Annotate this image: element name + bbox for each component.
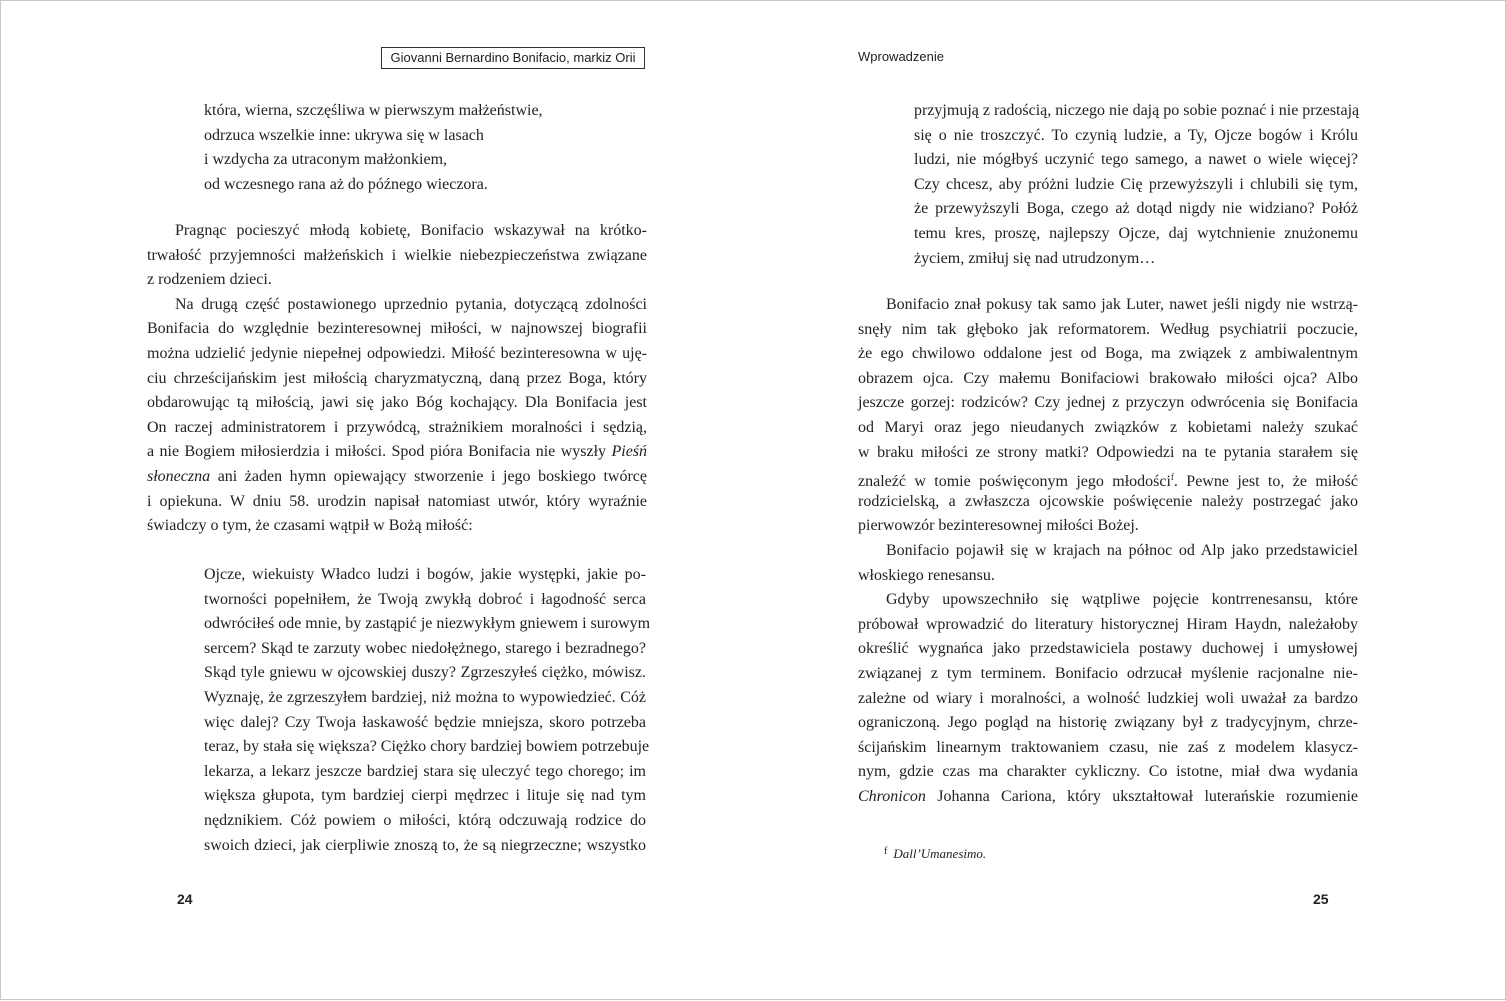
work-title: Pieśń	[611, 443, 648, 461]
work-title: Chronicon	[858, 787, 926, 805]
paragraph-line: On raczej administratorem i przywódcą, strażnikiem moralności i sędzią,	[147, 418, 647, 436]
paragraph-line: w braku miłości ze strony matki? Odpowiedzi na te pytania starałem się	[858, 443, 1358, 461]
quote-line: tworności popełniłem, że Twoją zwykłą dobroć i łagodność serca	[204, 590, 646, 608]
paragraph-text: a nie Bogiem miłosierdzia i miłości. Spod pióra Bonifacia nie wyszły	[147, 443, 607, 461]
paragraph-line: jeszcze gorzej: rodziców? Czy jednej z przyczyn odwrócenia się Bonifacia	[858, 394, 1358, 412]
paragraph-text: ani żaden hymn opiewający stworzenie i jego boskiego twórcę	[217, 467, 648, 485]
paragraph-line: obdarowując tą miłością, jawi się jako Bóg kochający. Dla Bonifacia jest	[147, 394, 647, 412]
paragraph-line: z rodzeniem dzieci.	[147, 271, 272, 289]
paragraph-line: Bonifacia do względnie bezinteresownej miłości, w najnowszej biografii	[147, 320, 647, 338]
page-number-left: 24	[177, 891, 193, 907]
paragraph-line: ograniczoną. Jego pogląd na historię związany był z tradycyjnym, chrze-	[858, 714, 1358, 732]
paragraph-line: włoskiego renesansu.	[858, 566, 995, 584]
paragraph-line: i opiekuna. W dniu 58. urodzin napisał natomiast utwór, który wyraźnie	[147, 492, 647, 510]
paragraph-line: Gdyby upowszechniło się wątpliwe pojęcie kontrrenesansu, które	[886, 591, 1358, 609]
left-page	[1, 1, 754, 1001]
quote-line: życiem, zmiłuj się nad utrudzonym…	[914, 249, 1156, 267]
quote-line: Ojcze, wiekuisty Władco ludzi i bogów, jakie występki, jakie po-	[204, 566, 646, 583]
quote-line: swoich dzieci, jak cierpliwie znoszą to, że są niegrzeczne; wszystko	[204, 836, 646, 854]
paragraph-line: snęły nim tak głęboko jak reformatorem. Według psychiatrii poczucie,	[858, 320, 1358, 338]
block-quote	[914, 99, 1358, 271]
paragraph-line: ścijańskim linearnym traktowaniem czasu, nie zaś z modelem klasycz-	[858, 738, 1358, 756]
poem-stanza	[204, 99, 644, 197]
paragraph-text: znaleźć w tomie poświęconym jego młodości	[858, 473, 1171, 491]
paragraph-line: próbował wprowadzić do literatury historycznej Hiram Haydn, należałoby	[858, 615, 1358, 633]
paragraph-line: określić wygnańca jako przedstawiciela postawy duchowej i umysłowej	[858, 640, 1358, 658]
paragraph-line: nym, gdzie czas ma charakter cykliczny. Co istotne, miał dwa wydania	[858, 763, 1358, 781]
paragraph-line	[858, 465, 1358, 490]
paragraph-line: pierwowzór bezinteresownej miłości Bożej.	[858, 517, 1139, 535]
running-head-left: Giovanni Bernardino Bonifacio, markiz Orii	[381, 47, 645, 69]
paragraph-line: obrazem ojca. Czy małemu Bonifaciowi brakowało miłości ojca? Albo	[858, 369, 1358, 387]
poem-line: odrzuca wszelkie inne: ukrywa się w lasach	[204, 126, 484, 144]
quote-line: odwróciłeś ode mnie, by zastąpić je niezwykłym gniewem i surowym	[204, 615, 651, 633]
poem-line: która, wierna, szczęśliwa w pierwszym małżeństwie,	[204, 102, 543, 119]
quote-line: przyjmują z radością, niczego nie dają po sobie poznać i nie przestają	[914, 102, 1360, 119]
paragraph-text: . Pewne jest to, że miłość	[1173, 473, 1359, 491]
quote-line: większa głupota, tym bardziej cierpi mędrzec i lituje się nad tym	[204, 787, 646, 805]
paragraph-line	[147, 440, 647, 465]
paragraph-line: od Maryi oraz jego nieudanych związków z kobietami należy szukać	[858, 418, 1358, 436]
paragraph-line: Pragnąc pocieszyć młodą kobietę, Bonifacio wskazywał na krótko-	[175, 222, 647, 239]
paragraph-line	[147, 465, 647, 490]
quote-line: że przewyższyli Boga, czego aż dotąd nigdy nie widziano? Połóż	[914, 200, 1358, 218]
paragraph-line: ciu chrześcijańskim jest miłością charyzmatyczną, daną przez Boga, który	[147, 369, 647, 387]
poem-line: i wzdycha za utraconym małżonkiem,	[204, 151, 448, 169]
quote-line: Skąd tyle gniewu w ojcowskiej duszy? Zgrzeszyłeś ciężko, mówisz.	[204, 664, 646, 682]
quote-line: Czy chcesz, aby próżni ludzie Cię przewyższyli i chlubili się tym,	[914, 175, 1358, 193]
quote-line: ludzi, nie mógłbyś uczynić tego samego, a nawet o wiele więcej?	[914, 151, 1358, 169]
running-head-right: Wprowadzenie	[858, 49, 944, 64]
block-quote	[204, 563, 651, 858]
right-page	[754, 1, 1506, 1001]
paragraph-text: Johanna Cariona, który ukształtował luterańskie rozumienie	[937, 787, 1358, 805]
quote-line: Wyznaję, że zgrzeszyłem bardziej, niż można to wypowiedzieć. Cóż	[204, 688, 646, 706]
left-body-text	[147, 219, 647, 539]
paragraph-line: Na drugą część postawionego uprzednio pytania, dotyczącą zdolności	[175, 295, 647, 313]
poem-line: od wczesnego rana aż do późnego wieczora.	[204, 175, 488, 193]
footnote-marker: f	[884, 846, 888, 857]
quote-line: lekarza, a lekarz jeszcze bardziej stara się uleczyć tego chorego; im	[204, 762, 646, 780]
paragraph-line: że ego chwilowo oddalone jest od Boga, ma związek z ambiwalentnym	[858, 345, 1358, 363]
paragraph-line: zależne od wiary i moralności, a wolność ludzkiej woli uważał za bardzo	[858, 689, 1358, 707]
footnote-reference: f	[1170, 472, 1174, 483]
footnote	[884, 842, 986, 864]
quote-line: więc dalej? Czy Twoja łaskawość będzie mniejsza, skoro potrzeba	[204, 713, 646, 731]
quote-line: się o nie troszczyć. To czynią ludzie, a Ty, Ojcze bogów i Królu	[914, 126, 1358, 144]
paragraph-line: świadczy o tym, że czasami wątpił w Bożą miłość:	[147, 517, 473, 535]
paragraph-line: trwałość przyjemności małżeńskich i wielkie niebezpieczeństwa związane	[147, 246, 647, 264]
paragraph-line	[858, 785, 1358, 810]
quote-line: nędznikiem. Cóż powiem o miłości, którą odczuwają rodzice do	[204, 811, 646, 829]
quote-line: sercem? Skąd te zarzuty wobec niedołężnego, starego i bezradnego?	[204, 639, 646, 657]
paragraph-line: Bonifacio znał pokusy tak samo jak Luter, nawet jeśli nigdy nie wstrzą-	[886, 296, 1358, 313]
paragraph-line: Bonifacio pojawił się w krajach na północ od Alp jako przedstawiciel	[886, 541, 1358, 559]
quote-line: temu kres, proszę, najlepszy Ojcze, daj wytchnienie znużonemu	[914, 224, 1358, 242]
work-title: słoneczna	[147, 467, 211, 485]
paragraph-line: można udzielić jedynie niepełnej odpowiedzi. Miłość bezinteresowna w uję-	[147, 344, 647, 362]
quote-line: teraz, by stała się większa? Ciężko chory bardziej bowiem potrzebuje	[204, 738, 650, 756]
right-body-text	[858, 293, 1358, 809]
page-number-right: 25	[1313, 891, 1329, 907]
paragraph-line: rodzicielską, a zwłaszcza ojcowskie poświęcenie należy postrzegać jako	[858, 492, 1358, 510]
paragraph-line: związanej z tym terminem. Bonifacio odrzucał myślenie racjonalne nie-	[858, 664, 1358, 682]
footnote-text: Dall’Umanesimo.	[893, 846, 987, 861]
